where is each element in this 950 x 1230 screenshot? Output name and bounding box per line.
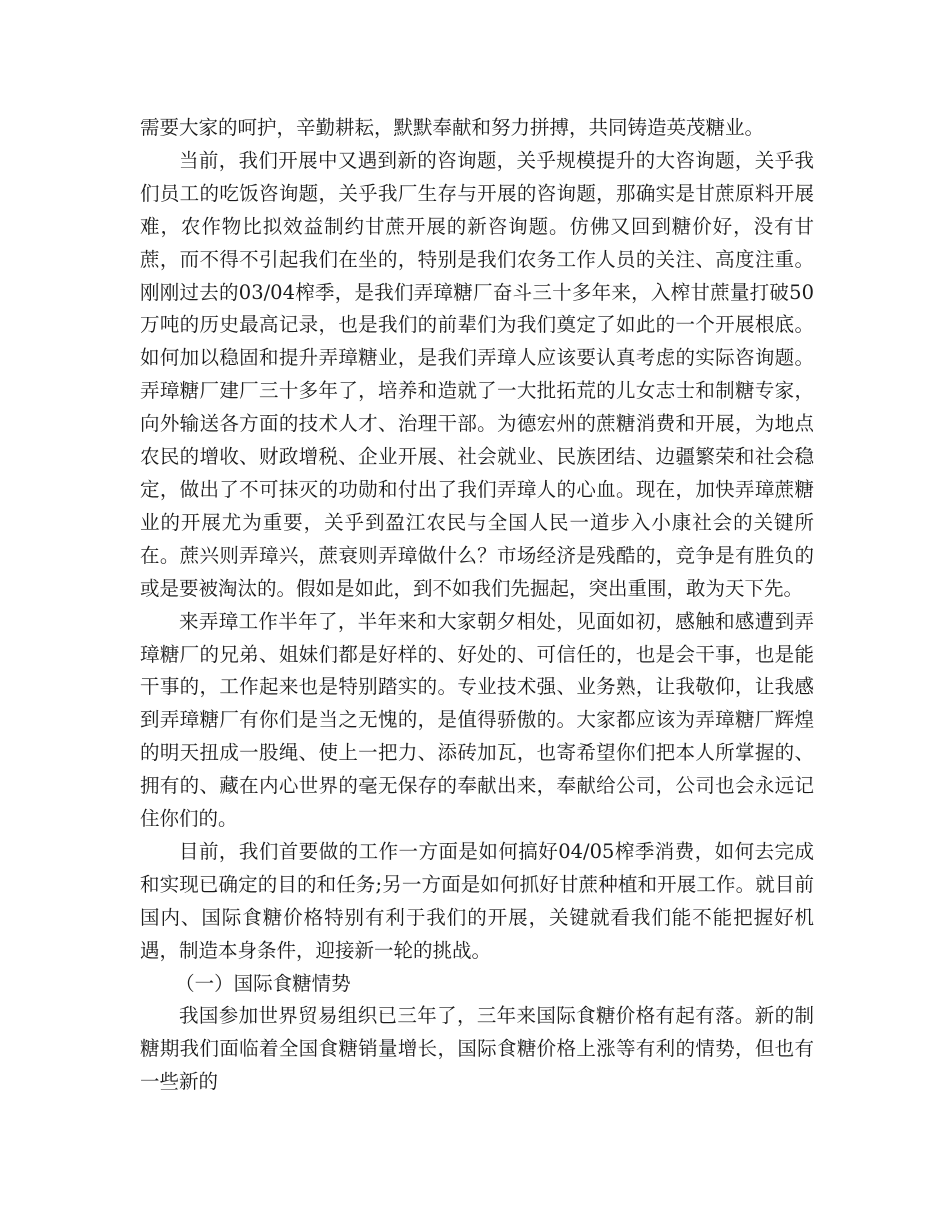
paragraph-current-challenges: 当前，我们开展中又遇到新的咨询题，关乎规模提升的大咨询题，关乎我们员工的吃饭咨询题，关乎我厂生存与开展的咨询题，那确实是甘蔗原料开展难，农作物比拟效益制约甘蔗开展的新咨询题。仿佛又回到糖价好，没有甘蔗，而不得不引起我们在坐的，特别是我们农务工作人员的关注、高度注重。刚刚过去的03/04榨季，是我们弄璋糖厂奋斗三十多年来，入榨甘蔗量打破50万吨的历史最高记录，也是我们的前辈们为我们奠定了如此的一个开展根底。如何加以稳固和提升弄璋糖业，是我们弄璋人应该要认真考虑的实际咨询题。弄璋糖厂建厂三十多年了，培养和造就了一大批拓荒的儿女志士和制糖专家，向外输送各方面的技术人才、治理干部。为德宏州的蔗糖消费和开展，为地点农民的增收、财政增税、企业开展、社会就业、民族团结、边疆繁荣和社会稳定，做出了不可抹灭的功勋和付出了我们弄璋人的心血。现在，加快弄璋蔗糖业的开展尤为重要，关乎到盈江农民与全国人民一道步入小康社会的关键所在。蔗兴则弄璋兴，蔗衰则弄璋做什么？市场经济是残酷的，竞争是有胜负的或是要被淘汰的。假如是如此，到不如我们先掘起，突出重围，敢为天下先。 [140, 148, 814, 600]
paragraph-current-tasks: 目前，我们首要做的工作一方面是如何搞好04/05榨季消费，如何去完成和实现已确定的目的和任务;另一方面是如何抓好甘蔗种植和开展工作。就目前国内、国际食糖价格特别有利于我们的开展，关键就看我们能不能把握好机遇，制造本身条件，迎接新一轮的挑战。 [140, 839, 814, 962]
paragraph-continuation: 需要大家的呵护，辛勤耕耘，默默奉献和努力拼搏，共同铸造英茂糖业。 [140, 116, 765, 139]
paragraph-half-year-work: 来弄璋工作半年了，半年来和大家朝夕相处，见面如初，感触和感遭到弄璋糖厂的兄弟、姐妹们都是好样的、好处的、可信任的，也是会干事，也是能干事的，工作起来也是特别踏实的。专业技术强、业务熟，让我敬仰，让我感到弄璋糖厂有你们是当之无愧的，是值得骄傲的。大家都应该为弄璋糖厂辉煌的明天扭成一股绳、使上一把力、添砖加瓦，也寄希望你们把本人所掌握的、拥有的、藏在内心世界的毫无保存的奉献出来，奉献给公司，公司也会永远记住你们的。 [140, 609, 814, 831]
document-page [140, 112, 814, 1099]
section-heading-international-sugar: （一）国际食糖情势 [175, 971, 351, 995]
paragraph-wto-sugar-price: 我国参加世界贸易组织已三年了，三年来国际食糖价格有起有落。新的制糖期我们面临着全国食糖销量增长，国际食糖价格上涨等有利的情势，但也有一些新的 [140, 1004, 814, 1094]
